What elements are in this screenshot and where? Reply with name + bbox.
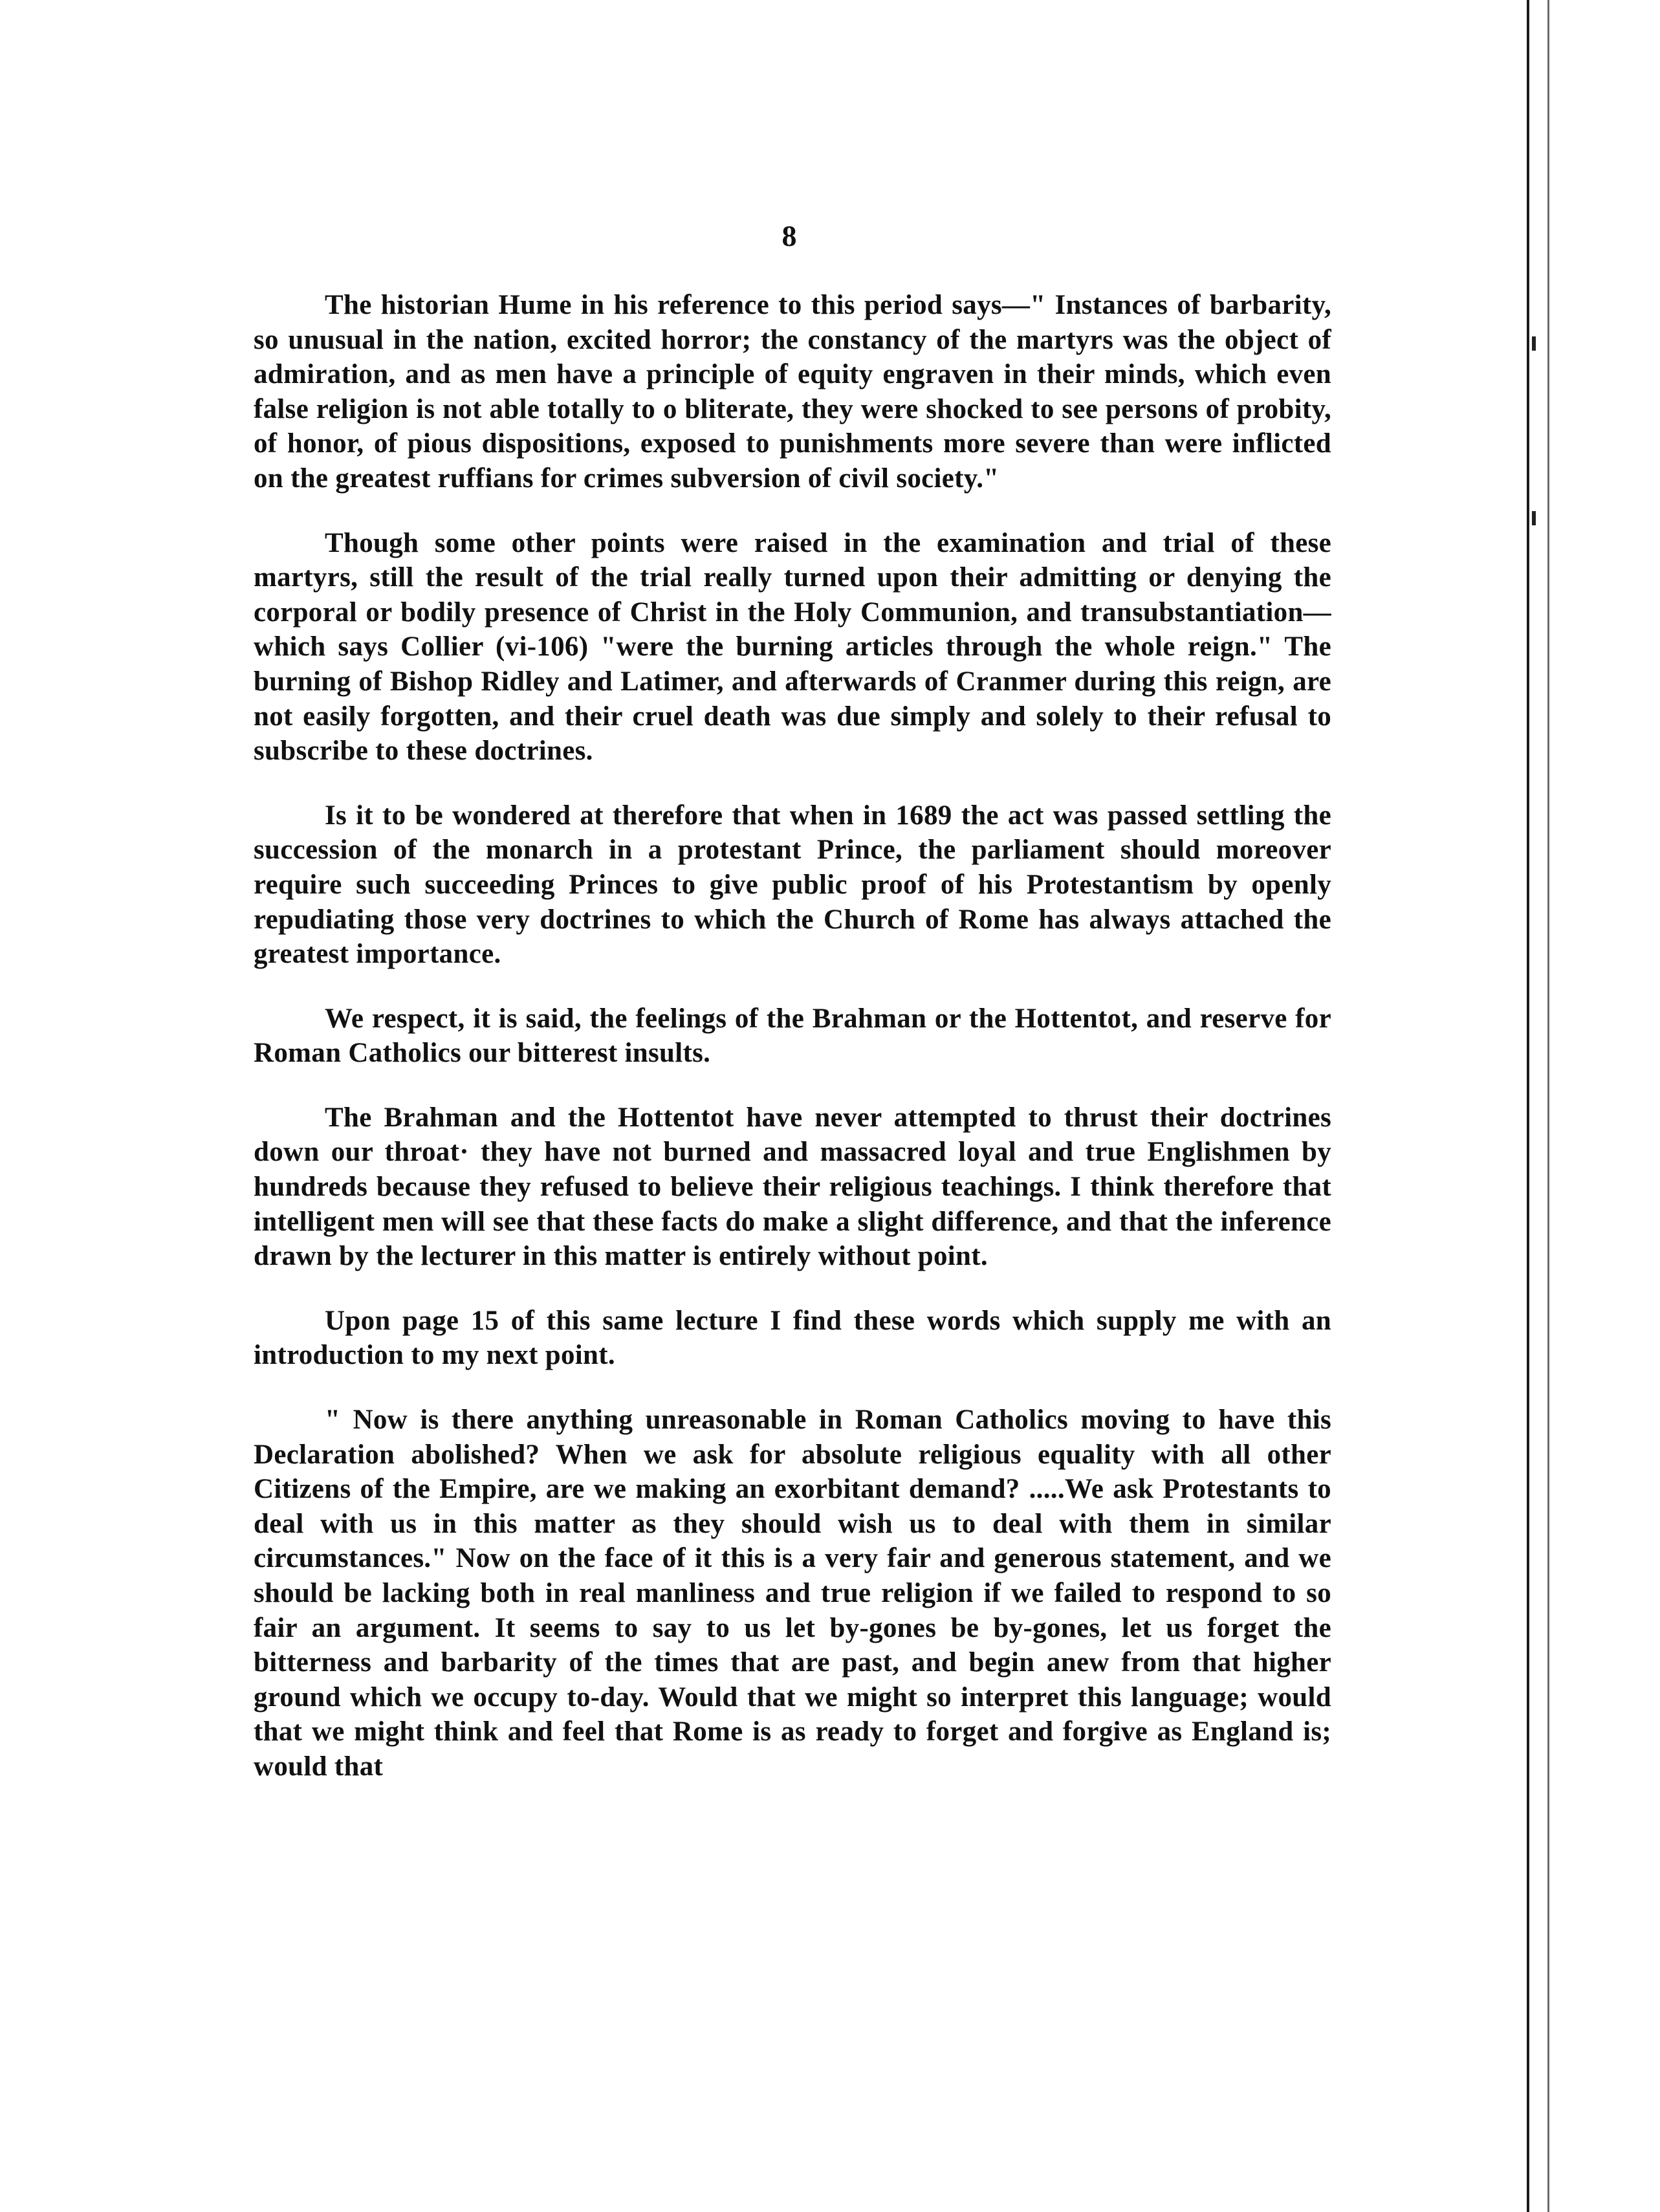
paragraph-hume-quote: The historian Hume in his reference to this period says—" Instances of barbarity, so unusual in the nation, excited horror; the constancy of the martyrs was the object of admiration, and as men have a principle of equity engraven in their minds, which even false religion is not able totally to o bliterate, they were shocked to see persons of probity, of honor, of pious dispositions, exposed to punishments more severe than were inflicted on the greatest ruffians for crimes subversion of civil society.": [254, 290, 1331, 494]
edge-mark: [1532, 511, 1536, 525]
paragraph-act-of-1689: Is it to be wondered at therefore that when in 1689 the act was passed settling the succession of the monarch in a protestant Prince, the parliament should moreover require such succeeding Princes to give public proof of his Protestantism by openly repudiating those very doctrines to which the Church of Rome has always attached the greatest importance.: [254, 800, 1331, 970]
page-number: 8: [781, 219, 797, 252]
paragraph-martyrs-trial: Though some other points were raised in the examination and trial of these martyrs, still the result of the trial really turned upon their admitting or denying the corporal or bodily presence of Christ in the Holy Communion, and transubstantiation—which says Collier (vi-106) "were the burning articles through the whole reign." The burning of Bishop Ridley and Latimer, and afterwards of Cranmer during this reign, are not easily forgotten, and their cruel death was due simply and solely to their refusal to subscribe to these doctrines.: [254, 527, 1331, 767]
page-edge-shadow: [1547, 0, 1549, 2212]
edge-mark: [1532, 336, 1536, 351]
paragraph-declaration-quote: " Now is there anything unreasonable in Roman Catholics moving to have this Declaration abolished? When we ask for absolute religious equality with all other Citizens of the Empire, are we making an exorbitant demand? .....We ask Protestants to deal with us in this matter as they should wish us to deal with them in similar circumstances." Now on the face of it this is a very fair and generous statement, and we should be lacking both in real manliness and true religion if we failed to respond to so fair an argument. It seems to say to us let by-gones be by-gones, let us forget the bitterness and barbarity of the times that are past, and begin anew from that higher ground which we occupy to-day. Would that we might so interpret this language; would that we might think and feel that Rome is as ready to forget and forgive as England is; would that: [254, 1405, 1331, 1782]
body-text: [254, 288, 1331, 1814]
paragraph-brahman-hottentot: We respect, it is said, the feelings of the Brahman or the Hottentot, and reserve for Roman Catholics our bitterest insults.: [254, 1003, 1331, 1069]
paragraph-brahman-reply: The Brahman and the Hottentot have never attempted to thrust their doctrines down our throat· they have not burned and massacred loyal and true Englishmen by hundreds because they refused to believe their religious teachings. I think therefore that intelligent men will see that these facts do make a slight difference, and that the inference drawn by the lecturer in this matter is entirely without point.: [254, 1102, 1331, 1272]
paragraph-page-15-intro: Upon page 15 of this same lecture I find these words which supply me with an introduction to my next point.: [254, 1305, 1331, 1371]
page-edge-line: [1527, 0, 1529, 2212]
